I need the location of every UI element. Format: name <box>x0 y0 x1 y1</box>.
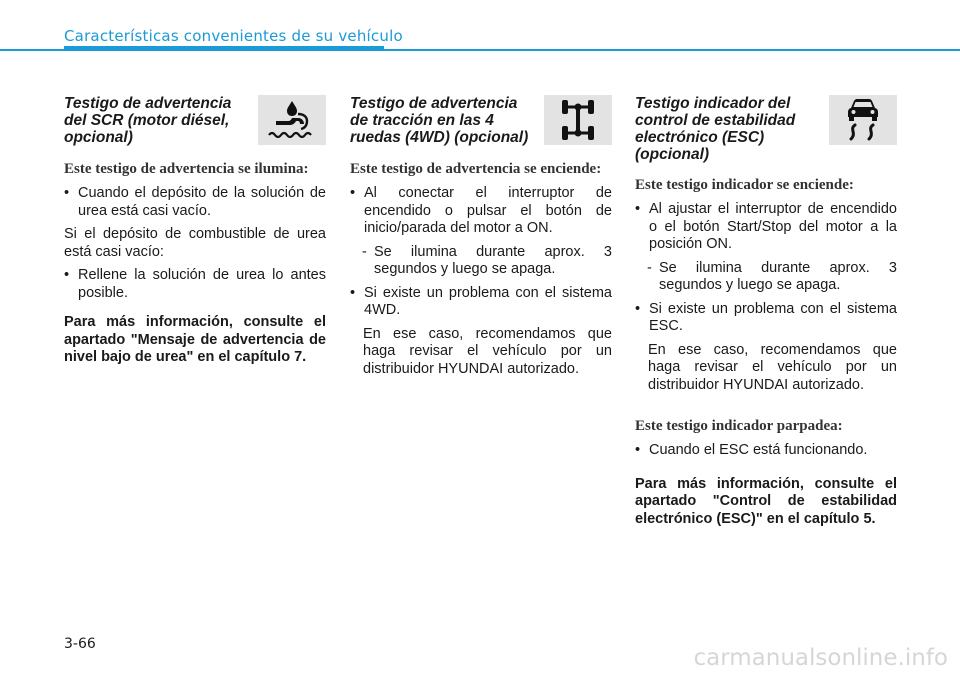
dash-marker: - <box>647 259 652 276</box>
bullet-item: • Al conectar el interruptor de encendido o pulsar el botón de inicio/parada del motor a ON. <box>350 185 612 238</box>
page-number: 3-66 <box>64 636 96 652</box>
bullet-item: • Si existe un problema con el sistema ESC. <box>635 301 897 336</box>
dash-text: Se ilumina durante aprox. 3 segundos y luego se apaga. <box>659 259 897 293</box>
bullet-item: • Cuando el depósito de la solución de urea está casi vacío. <box>64 185 326 220</box>
section-heading <box>350 95 612 147</box>
dash-text: Se ilumina durante aprox. 3 segundos y luego se apaga. <box>374 243 612 277</box>
section-header-title: Características convenientes de su vehículo <box>64 27 403 45</box>
section-subheading: Este testigo indicador parpadea: <box>635 418 843 434</box>
section-title: Testigo de advertencia del SCR (motor diésel, opcional) <box>64 95 232 146</box>
section-subheading: Este testigo indicador se enciende: <box>635 177 854 193</box>
paragraph: En ese caso, recomendamos que haga revisar el vehículo por un distribuidor HYUNDAI autorizado. <box>648 341 897 393</box>
dash-marker: - <box>362 243 367 260</box>
section-subheading: Este testigo de advertencia se ilumina: <box>64 161 309 177</box>
column-4wd-warning <box>350 95 612 384</box>
bullet-item: • Rellene la solución de urea lo antes posible. <box>64 267 326 302</box>
column-esc-indicator <box>635 95 897 534</box>
scr-urea-warning-icon <box>258 95 326 145</box>
4wd-drivetrain-icon <box>544 95 612 145</box>
bullet-item: • Si existe un problema con el sistema 4WD. <box>350 285 612 320</box>
section-heading <box>64 95 326 147</box>
paragraph: En ese caso, recomendamos que haga revisar el vehículo por un distribuidor HYUNDAI autorizado. <box>363 325 612 377</box>
section-subheading: Este testigo de advertencia se enciende: <box>350 161 602 177</box>
paragraph: Si el depósito de combustible de urea está casi vacío: <box>64 226 326 260</box>
bullet-item: • Cuando el ESC está funcionando. <box>635 442 897 460</box>
reference-note: Para más información, consulte el apartado "Control de estabilidad electrónico (ESC)" en el capítulo 5. <box>635 475 897 527</box>
section-heading <box>635 95 897 165</box>
section-title: Testigo indicador del control de estabilidad electrónico (ESC) (opcional) <box>635 95 796 163</box>
dash-item <box>635 260 897 295</box>
header-accent-bar <box>64 46 384 51</box>
dash-item <box>350 244 612 279</box>
esc-skidding-car-icon <box>829 95 897 145</box>
reference-note: Para más información, consulte el apartado "Mensaje de advertencia de nivel bajo de urea" en el capítulo 7. <box>64 314 326 365</box>
section-title: Testigo de advertencia de tracción en las 4 ruedas (4WD) (opcional) <box>350 95 529 146</box>
watermark: carmanualsonline.info <box>693 645 948 671</box>
column-scr-warning <box>64 95 326 373</box>
bullet-item: • Al ajustar el interruptor de encendido o el botón Start/Stop del motor a la posición ON. <box>635 201 897 254</box>
